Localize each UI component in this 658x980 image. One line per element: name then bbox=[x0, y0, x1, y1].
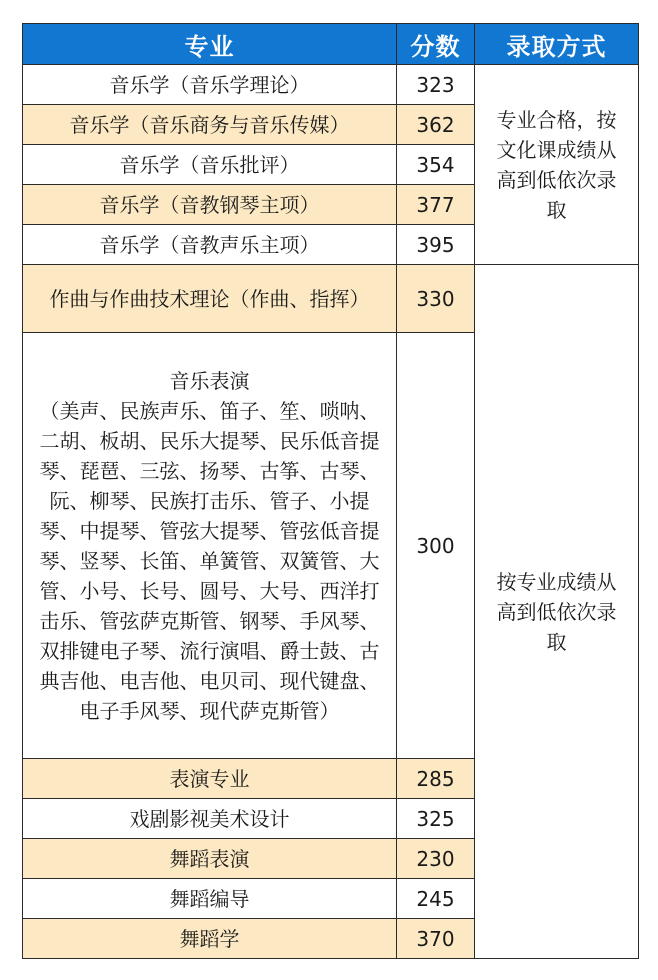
score-cell: 330 bbox=[397, 265, 475, 333]
score-cell: 325 bbox=[397, 799, 475, 839]
score-cell: 362 bbox=[397, 105, 475, 145]
score-cell: 245 bbox=[397, 879, 475, 919]
major-cell: 音乐学（音乐批评） bbox=[23, 145, 397, 185]
major-cell: 音乐学（音教钢琴主项） bbox=[23, 185, 397, 225]
table-row bbox=[23, 265, 639, 333]
major-cell: 音乐学（音乐学理论） bbox=[23, 65, 397, 105]
score-cell: 230 bbox=[397, 839, 475, 879]
score-cell: 354 bbox=[397, 145, 475, 185]
header-major: 专业 bbox=[23, 24, 397, 65]
major-cell bbox=[23, 333, 397, 759]
score-cell: 285 bbox=[397, 759, 475, 799]
major-cell: 舞蹈学 bbox=[23, 919, 397, 959]
header-method: 录取方式 bbox=[475, 24, 639, 65]
table-row bbox=[23, 65, 639, 105]
major-cell: 音乐学（音乐商务与音乐传媒） bbox=[23, 105, 397, 145]
major-cell: 舞蹈表演 bbox=[23, 839, 397, 879]
score-cell: 377 bbox=[397, 185, 475, 225]
admission-table bbox=[22, 23, 639, 959]
major-cell: 戏剧影视美术设计 bbox=[23, 799, 397, 839]
score-cell: 370 bbox=[397, 919, 475, 959]
score-cell: 300 bbox=[397, 333, 475, 759]
score-cell: 323 bbox=[397, 65, 475, 105]
major-cell: 作曲与作曲技术理论（作曲、指挥） bbox=[23, 265, 397, 333]
major-cell: 音乐学（音教声乐主项） bbox=[23, 225, 397, 265]
admission-method-cell: 专业合格，按文化课成绩从高到低依次录取 bbox=[475, 65, 639, 265]
major-cell: 表演专业 bbox=[23, 759, 397, 799]
header-score: 分数 bbox=[397, 24, 475, 65]
major-cell: 舞蹈编导 bbox=[23, 879, 397, 919]
admission-method-cell: 按专业成绩从高到低依次录取 bbox=[475, 265, 639, 959]
major-title: 音乐表演 bbox=[169, 368, 250, 393]
header-row bbox=[23, 24, 639, 65]
major-instruments: （美声、民族声乐、笛子、笙、唢呐、二胡、板胡、民乐大提琴、民乐低音提琴、琵琶、三弦、扬琴、古筝、古琴、阮、柳琴、民族打击乐、管子、小提琴、中提琴、管弦大提琴、管弦低音提琴、竖琴、长笛、单簧管、双簧管、大管、小号、长号、圆号、大号、西洋打击乐、管弦萨克斯管、钢琴、手风琴、双排键电子琴、流行演唱、爵士鼓、古典吉他、电吉他、电贝司、现代键盘、电子手风琴、现代萨克斯管） bbox=[39, 398, 380, 723]
score-cell: 395 bbox=[397, 225, 475, 265]
